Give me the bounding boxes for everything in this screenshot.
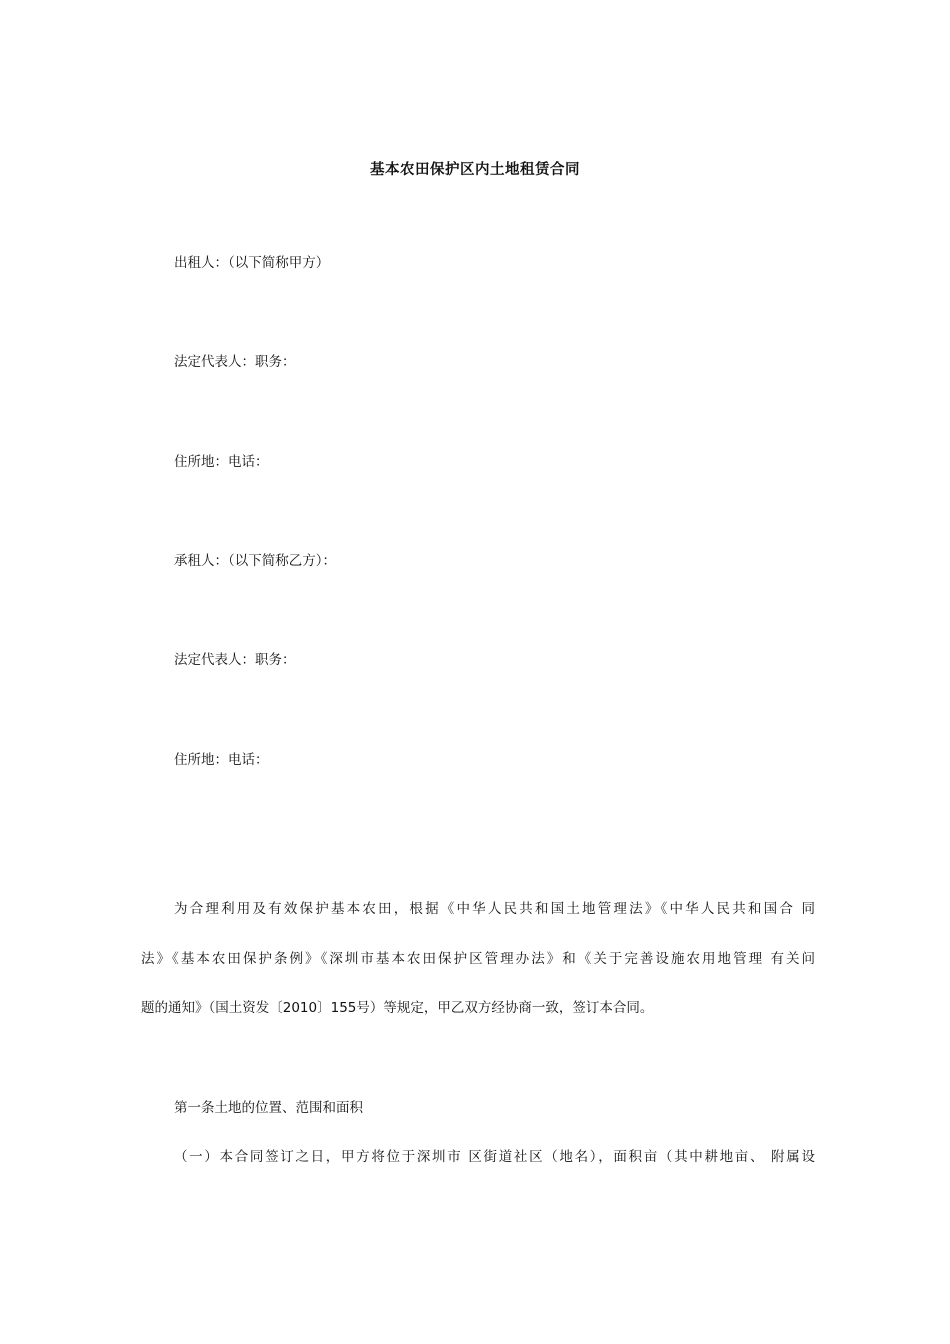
- lessee-representative-line: 法定代表人：职务：: [174, 652, 296, 668]
- lessor-address-line: 住所地：电话：: [174, 454, 269, 470]
- lessor-representative-line: 法定代表人：职务：: [174, 354, 296, 370]
- document-title: 基本农田保护区内土地租赁合同: [370, 162, 580, 178]
- preamble-line-1: 为合理利用及有效保护基本农田，根据《中华人民共和国土地管理法》《中华人民共和国合 同: [174, 901, 815, 917]
- lessee-line: 承租人：（以下简称乙方）：: [174, 553, 336, 569]
- lessor-line: 出租人：（以下简称甲方）: [174, 255, 330, 271]
- preamble-line-2: 法》《基本农田保护条例》《深圳市基本农田保护区管理办法》和《关于完善设施农用地管理 有关问: [141, 951, 815, 967]
- lessee-address-line: 住所地：电话：: [174, 752, 269, 768]
- article-1-heading: 第一条土地的位置、范围和面积: [174, 1100, 363, 1116]
- article-1-clause-1: （一）本合同签订之日，甲方将位于深圳市 区街道社区（地名），面积亩（其中耕地亩、 附属设: [174, 1149, 815, 1165]
- preamble-line-3: 题的通知》（国土资发〔2010〕155号）等规定，甲乙双方经协商一致，签订本合同。: [141, 1000, 654, 1016]
